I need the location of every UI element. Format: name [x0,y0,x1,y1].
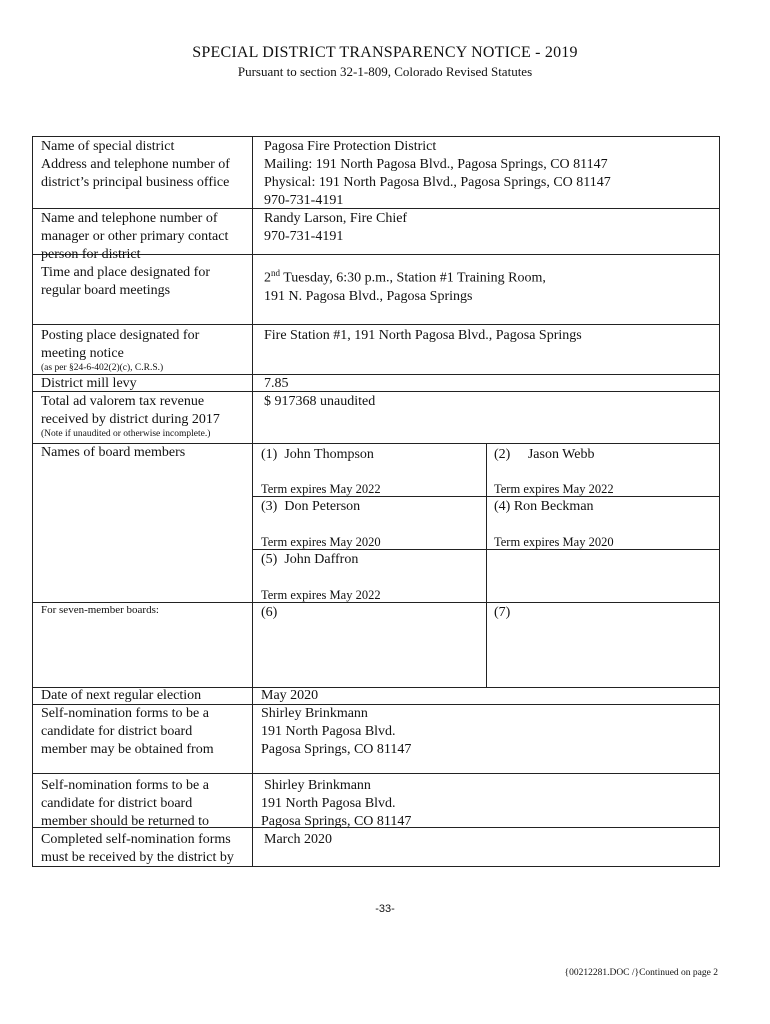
election-label: Date of next regular election [41,688,202,703]
name-label: Name of special district [41,139,175,154]
column-divider [252,137,253,867]
board-member-1-term: Term expires May 2022 [261,482,381,496]
board-member-6: (6) [261,605,278,620]
board-member-5-term: Term expires May 2022 [261,588,381,602]
board-member-3: (3) Don Peterson [261,499,361,514]
return-label: Self-nomination forms to be a candidate for district board member should be returned to [41,778,209,829]
board-member-4: (4) Ron Beckman [494,499,594,514]
manager-label: Name and telephone number of manager or other primary contact person for district [41,211,229,262]
board-member-2-term: Term expires May 2022 [494,482,614,496]
notice-subtitle: Pursuant to section 32-1-809, Colorado Revised Statutes [237,64,533,79]
meetings-value: 2nd Tuesday, 6:30 p.m., Station #1 Training Room, 191 N. Pagosa Blvd., Pagosa Springs [264,268,546,304]
election-value: May 2020 [261,688,319,703]
return-value: Shirley Brinkmann 191 North Pagosa Blvd. Pagosa Springs, CO 81147 [261,778,412,829]
deadline-label: Completed self-nomination forms must be received by the district by [41,832,234,865]
revenue-label: Total ad valorem tax revenue received by district during 2017 (Note if unaudited or otherwise incomplete.) [41,394,220,439]
revenue-value: $ 917368 unaudited [264,394,376,409]
board-member-7: (7) [494,605,511,620]
board-member-5: (5) John Daffron [261,552,359,567]
page-number: -33- [375,903,395,915]
board-member-1: (1) John Thompson [261,447,374,462]
district-name-value: Pagosa Fire Protection District [264,139,437,154]
document-reference: {00212281.DOC /}Continued on page 2 [564,968,718,978]
address-label: Address and telephone number of district’s principal business office [41,157,230,190]
obtain-value: Shirley Brinkmann 191 North Pagosa Blvd. Pagosa Springs, CO 81147 [261,706,412,757]
board-member-3-term: Term expires May 2020 [261,535,381,549]
meetings-label: Time and place designated for regular board meetings [41,265,210,298]
row-divider [33,324,720,325]
board-label: Names of board members [41,445,186,460]
notice-table [32,136,720,867]
row-divider [33,773,720,774]
obtain-label: Self-nomination forms to be a candidate for district board member may be obtained from [41,706,214,757]
board-member-4-term: Term expires May 2020 [494,535,614,549]
deadline-value: March 2020 [264,832,333,847]
mill-levy-label: District mill levy [41,376,137,391]
mill-levy-value: 7.85 [264,376,289,391]
posting-value: Fire Station #1, 191 North Pagosa Blvd., Pagosa Springs [264,328,582,343]
notice-title: SPECIAL DISTRICT TRANSPARENCY NOTICE - 2019 [192,44,578,61]
address-value: Mailing: 191 North Pagosa Blvd., Pagosa Springs, CO 81147 Physical: 191 North Pagosa Blvd., Pagosa Springs, CO 81147 970-731-4191 [264,157,611,208]
board-column-divider [486,444,487,687]
board-member-2: (2) Jason Webb [494,447,595,462]
seven-member-label: For seven-member boards: [41,604,159,616]
posting-label: Posting place designated for meeting notice (as per §24-6-402(2)(c), C.R.S.) [41,328,200,373]
manager-value: Randy Larson, Fire Chief 970-731-4191 [264,211,408,244]
